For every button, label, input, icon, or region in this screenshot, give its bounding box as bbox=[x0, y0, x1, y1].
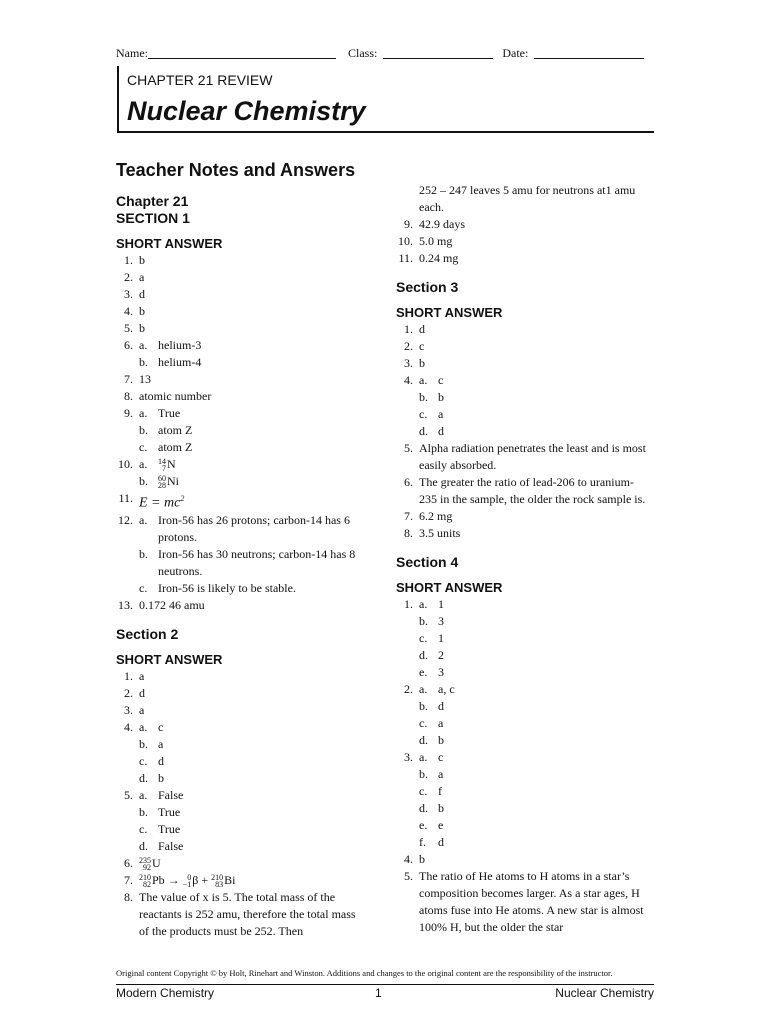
section1-heading: SECTION 1 bbox=[116, 210, 190, 226]
list-item: e. 3 bbox=[419, 665, 444, 679]
list-item: 4. b bbox=[404, 852, 425, 866]
list-item: b. helium-4 bbox=[139, 355, 202, 369]
list-item: 1. a bbox=[124, 668, 145, 683]
name-field[interactable] bbox=[148, 46, 336, 59]
list-item: c. d bbox=[139, 753, 164, 768]
list-item: c. True bbox=[139, 821, 181, 836]
list-item: 7. 6.2 mg bbox=[404, 509, 453, 523]
list-item: 12. a. Iron-56 has 26 protons; carbon-14 has 6 protons. bbox=[118, 512, 350, 544]
list-item: 1. b bbox=[124, 253, 145, 267]
list-item: 2. a. a, c bbox=[404, 682, 455, 696]
list-item: d. d bbox=[419, 424, 444, 438]
list-item: c. Iron-56 is likely to be stable. bbox=[139, 580, 296, 595]
footer-chapter-title: Nuclear Chemistry bbox=[555, 986, 654, 1000]
list-item: c. atom Z bbox=[139, 440, 193, 454]
section4-heading: Section 4 bbox=[396, 554, 459, 570]
nickel-isotope: 60 28Ni bbox=[158, 474, 179, 491]
list-item: b. b bbox=[419, 390, 444, 404]
list-item: 6. 235 92U bbox=[116, 855, 378, 872]
list-item: 9. 42.9 days bbox=[404, 217, 465, 231]
footer-divider bbox=[116, 984, 654, 985]
list-item: b. a bbox=[139, 736, 164, 751]
list-item: 7. 13 bbox=[124, 372, 151, 386]
list-item: 8. The value of x is 5. The total mass of the reactants is 252 amu, therefore the total mass of the products must be 252. Then bbox=[124, 889, 356, 938]
section2-heading: Section 2 bbox=[116, 625, 179, 642]
list-item: 2. c bbox=[404, 339, 425, 353]
date-field[interactable] bbox=[534, 46, 644, 59]
mass-energy-equation: E = mc bbox=[139, 495, 181, 511]
list-item: b. 60 28Ni bbox=[116, 473, 378, 490]
chapter-heading: Chapter 21 bbox=[116, 193, 189, 209]
class-label: Class: bbox=[348, 46, 378, 60]
list-item: 11. 0.24 mg bbox=[398, 251, 459, 265]
list-item: 2. d bbox=[124, 685, 145, 700]
list-item: 4. b bbox=[124, 304, 145, 318]
left-column bbox=[116, 193, 378, 940]
list-item: 6. The greater the ratio of lead-206 to uranium-235 in the sample, the older the rock sample is. bbox=[404, 475, 646, 506]
section3-heading: Section 3 bbox=[396, 279, 459, 295]
list-item: 1. d bbox=[404, 322, 425, 336]
list-item: 9. a. True bbox=[124, 406, 181, 420]
list-item: b. atom Z bbox=[139, 423, 193, 437]
list-item: c. f bbox=[419, 784, 442, 798]
list-item: 5. Alpha radiation penetrates the least and is most easily absorbed. bbox=[404, 441, 646, 472]
list-item: c. a bbox=[419, 716, 444, 730]
list-item: 13. 0.172 46 amu bbox=[118, 597, 205, 612]
notes-heading: Teacher Notes and Answers bbox=[116, 160, 356, 180]
short-answer-heading: SHORT ANSWER bbox=[396, 580, 503, 595]
list-item: 1. a. 1 bbox=[404, 597, 444, 611]
list-item: 5. b bbox=[124, 321, 145, 335]
uranium-isotope: 235 92U bbox=[139, 855, 161, 872]
page-title: Nuclear Chemistry bbox=[127, 96, 366, 126]
list-item: d. 2 bbox=[419, 648, 444, 662]
list-item: 5. The ratio of He atoms to H atoms in a star’s composition becomes larger. As a star ages, H atoms fuse into He atoms. A new star is almost 100% H, but the older the star bbox=[404, 869, 644, 934]
list-item: d. b bbox=[139, 770, 164, 785]
list-item: b. True bbox=[139, 804, 181, 819]
date-label: Date: bbox=[502, 46, 529, 60]
list-item: 4. a. c bbox=[404, 373, 444, 387]
list-item: 7. 210 82Pb → 0 −1β + 210 83Bi bbox=[116, 872, 378, 889]
student-info-line bbox=[116, 46, 656, 61]
list-item: 11. $E = mc^2$ bbox=[118, 491, 185, 511]
list-item: 8. 3.5 units bbox=[404, 526, 461, 540]
short-answer-heading: SHORT ANSWER bbox=[116, 236, 223, 251]
list-item: b. d bbox=[419, 699, 444, 713]
footer-book-title: Modern Chemistry bbox=[116, 986, 215, 1000]
beta-decay-equation: 210 82Pb → 0 −1β + 210 83Bi bbox=[139, 872, 236, 889]
title-bracket-horizontal bbox=[117, 131, 654, 133]
list-item: 5. a. False bbox=[124, 787, 184, 802]
list-item: 3. a. c bbox=[404, 750, 444, 764]
right-column bbox=[396, 182, 658, 936]
list-item: e. e bbox=[419, 818, 444, 832]
list-item: 4. a. c bbox=[124, 719, 164, 734]
title-bracket-vertical bbox=[117, 66, 119, 132]
list-item: 3. a bbox=[124, 702, 145, 717]
short-answer-heading: SHORT ANSWER bbox=[116, 651, 223, 667]
class-field[interactable] bbox=[383, 46, 493, 59]
list-item: f. d bbox=[419, 835, 444, 849]
page-number: 1 bbox=[375, 986, 382, 1000]
list-item: 10. 5.0 mg bbox=[398, 234, 453, 248]
name-label: Name: bbox=[116, 46, 148, 60]
list-item: c. a bbox=[419, 407, 444, 421]
chapter-label: CHAPTER 21 REVIEW bbox=[127, 72, 273, 88]
list-item: b. 3 bbox=[419, 614, 444, 628]
list-item: c. 1 bbox=[419, 631, 444, 645]
list-item: b. Iron-56 has 30 neutrons; carbon-14 has 8 neutrons. bbox=[139, 546, 356, 578]
short-answer-heading: SHORT ANSWER bbox=[396, 305, 503, 320]
list-item: 6. a. helium-3 bbox=[124, 338, 202, 352]
list-item: 2. a bbox=[124, 270, 145, 284]
list-item: 252 – 247 leaves 5 amu for neutrons at1 amu each. bbox=[419, 183, 636, 214]
list-item: d. b bbox=[419, 801, 444, 815]
list-item: 8. atomic number bbox=[124, 389, 212, 403]
list-item: 3. d bbox=[124, 287, 145, 301]
list-item: 3. b bbox=[404, 356, 425, 370]
copyright-notice: Original content Copyright © by Holt, Rinehart and Winston. Additions and changes to the original content are the responsibility of the instructor. bbox=[116, 968, 613, 978]
nitrogen-isotope: 14 7N bbox=[158, 457, 176, 474]
list-item: d. b bbox=[419, 733, 444, 747]
list-item: 10. a. 14 7N bbox=[116, 456, 378, 473]
list-item: d. False bbox=[139, 838, 184, 853]
list-item: b. a bbox=[419, 767, 444, 781]
